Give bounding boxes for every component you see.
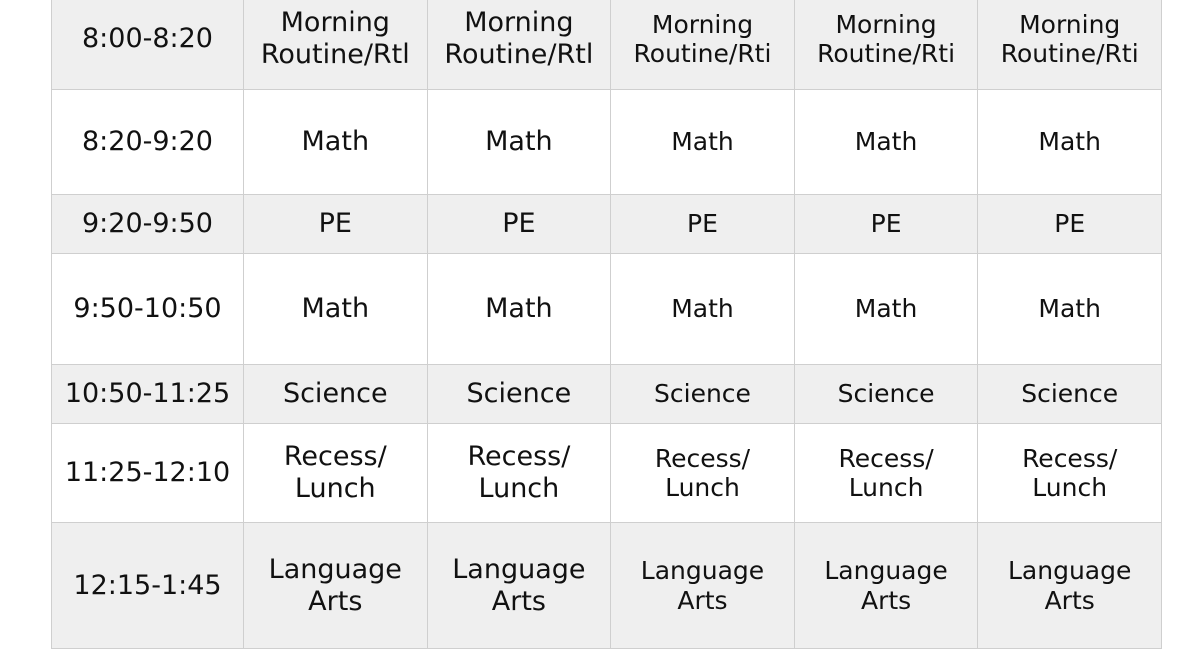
- time-label: 9:50-10:50: [73, 293, 222, 325]
- cell-line: Science: [654, 379, 751, 409]
- cell-line: Lunch: [848, 473, 924, 502]
- schedule-row: [52, 195, 1162, 254]
- cell-line: Lunch: [294, 473, 376, 504]
- schedule-cell: [611, 0, 795, 90]
- time-label: 9:20-9:50: [81, 208, 213, 240]
- cell-line: PE: [502, 208, 536, 240]
- time-slot: [52, 195, 244, 254]
- cell-line: Arts: [1044, 585, 1095, 615]
- time-slot: [52, 0, 244, 90]
- cell-line: PE: [1054, 209, 1086, 239]
- time-label: 10:50-11:25: [64, 378, 231, 410]
- schedule-cell: [794, 195, 978, 254]
- schedule-cell: [427, 90, 611, 195]
- time-slot: [52, 254, 244, 365]
- schedule-cell: [611, 195, 795, 254]
- cell-line: PE: [870, 209, 902, 239]
- cell-line: Arts: [860, 585, 912, 615]
- cell-line: Arts: [491, 585, 546, 617]
- schedule-cell: [978, 424, 1162, 523]
- time-slot: [52, 90, 244, 195]
- time-label: 11:25-12:10: [64, 457, 231, 489]
- schedule-cell: [427, 365, 611, 424]
- schedule-cell: [244, 90, 428, 195]
- cell-line: Science: [1021, 379, 1119, 409]
- schedule-cell: [794, 254, 978, 365]
- schedule-cell: [978, 365, 1162, 424]
- cell-line: Math: [301, 293, 370, 325]
- cell-line: Language: [268, 553, 402, 585]
- schedule-cell: [794, 90, 978, 195]
- cell-line: Morning: [651, 9, 754, 39]
- cell-line: Morning: [464, 7, 574, 39]
- cell-line: Arts: [308, 585, 363, 617]
- cell-line: Recess/: [654, 443, 751, 473]
- schedule-cell: [427, 195, 611, 254]
- schedule-cell: [244, 0, 428, 90]
- schedule-cell: [794, 0, 978, 90]
- schedule-cell: [244, 254, 428, 365]
- schedule-cell: [427, 0, 611, 90]
- cell-line: Recess/: [1022, 443, 1118, 473]
- cell-line: Math: [485, 126, 553, 158]
- schedule-cell: [978, 254, 1162, 365]
- cell-line: Language: [1007, 556, 1132, 585]
- cell-line: PE: [687, 209, 718, 239]
- cell-line: Routine/Rtl: [444, 39, 594, 70]
- cell-line: Math: [1038, 127, 1101, 157]
- schedule-cell: [611, 365, 795, 424]
- cell-line: Routine/Rti: [1000, 39, 1139, 68]
- schedule-cell: [244, 365, 428, 424]
- cell-line: Routine/Rti: [633, 39, 772, 68]
- schedule-cell: [794, 424, 978, 523]
- schedule-row: [52, 0, 1162, 90]
- cell-line: Math: [485, 293, 553, 325]
- cell-line: Math: [671, 294, 734, 324]
- schedule-cell: [244, 424, 428, 523]
- cell-line: Math: [854, 294, 918, 324]
- schedule-row: [52, 365, 1162, 424]
- schedule-cell: [427, 424, 611, 523]
- cell-line: Science: [282, 378, 388, 410]
- schedule-cell: [978, 195, 1162, 254]
- schedule-table: [51, 0, 1162, 649]
- time-label: 8:00-8:20: [81, 23, 213, 55]
- schedule-row: [52, 424, 1162, 523]
- cell-line: Arts: [677, 585, 728, 615]
- cell-line: Routine/Rtl: [260, 39, 410, 70]
- schedule-cell: [244, 195, 428, 254]
- schedule-cell: [794, 365, 978, 424]
- schedule-cell: [611, 90, 795, 195]
- cell-line: Math: [301, 126, 370, 158]
- cell-line: Recess/: [283, 441, 387, 473]
- cell-line: Recess/: [838, 443, 934, 473]
- cell-line: Math: [671, 127, 734, 157]
- cell-line: Recess/: [467, 441, 571, 473]
- cell-line: Math: [1038, 294, 1101, 324]
- time-label: 8:20-9:20: [81, 126, 213, 158]
- time-slot: [52, 365, 244, 424]
- schedule-cell: [427, 254, 611, 365]
- schedule-cell: [978, 0, 1162, 90]
- cell-line: Morning: [280, 7, 390, 39]
- schedule-cell: [611, 424, 795, 523]
- cell-line: Morning: [835, 9, 937, 39]
- cell-line: Math: [854, 127, 918, 157]
- cell-line: Language: [824, 556, 948, 585]
- schedule-cell: [611, 254, 795, 365]
- cell-line: PE: [318, 208, 352, 240]
- cell-line: Language: [640, 556, 765, 585]
- cell-line: Lunch: [1032, 473, 1108, 502]
- cell-line: Science: [837, 379, 935, 409]
- cell-line: Science: [466, 378, 572, 410]
- cell-line: Lunch: [665, 473, 740, 502]
- cell-line: Lunch: [478, 473, 560, 504]
- schedule-row: [52, 254, 1162, 365]
- schedule-row: [52, 90, 1162, 195]
- schedule-cell: [978, 90, 1162, 195]
- time-slot: [52, 424, 244, 523]
- cell-line: Routine/Rti: [817, 39, 956, 68]
- cell-line: Morning: [1019, 9, 1121, 39]
- cell-line: Language: [452, 553, 586, 585]
- time-label: 12:15-1:45: [73, 569, 222, 601]
